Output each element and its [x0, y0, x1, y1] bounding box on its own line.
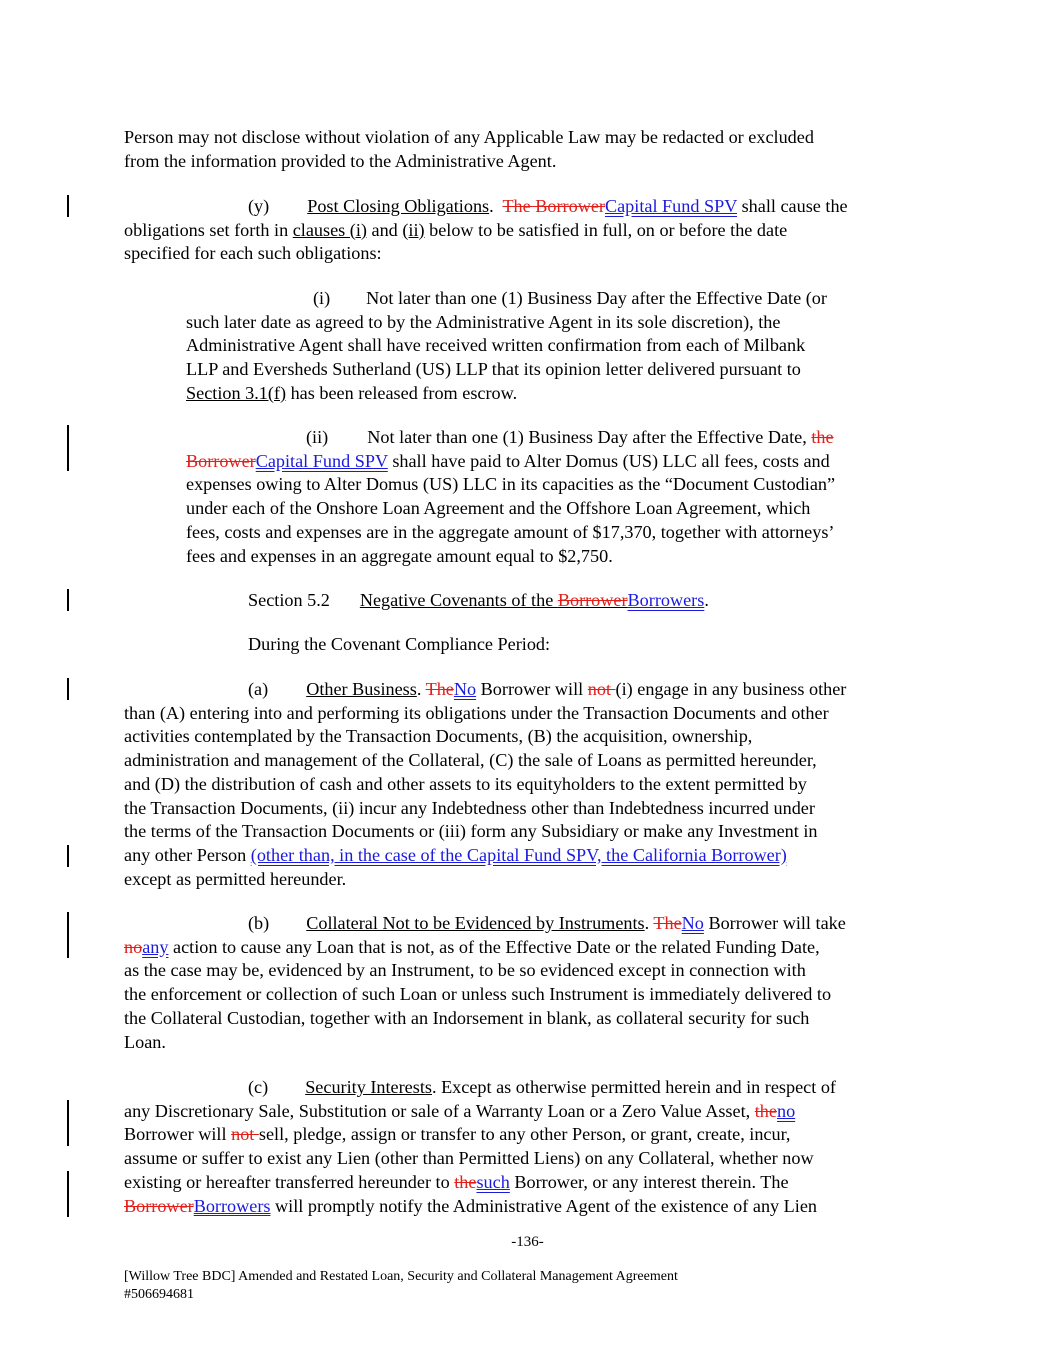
paragraph-b: (b) Collateral Not to be Evidenced by Instruments. TheNo Borrower will take noany action to cause any Loan that is not, as of the Effective Date or the related Funding Date, as the case may be, evidenced by an Instrument, to be so evidenced except in connection with the enforcement or collection of such Loan or unless such Instrument is immediately delivered to the Collateral Custodian, together with an Indorsement in blank, as collateral security for such Loan. [124, 913, 846, 1052]
section-title: Negative Covenants of the Borrower [359, 590, 628, 610]
clause-number: (i) [313, 288, 331, 308]
deleted-text: not [231, 1124, 259, 1145]
inserted-text: such [476, 1171, 510, 1192]
section-intro: During the Covenant Compliance Period: [248, 634, 551, 654]
change-bar [67, 425, 69, 471]
change-bar [67, 1100, 69, 1146]
paragraph-y-ii: (ii) Not later than one (1) Business Day after the Effective Date, the BorrowerCapital Fund SPV shall have paid to Alter Domus (US) LLC all fees, costs and expenses owing to Alter Domus (US) LLC in its capacities as the “Document Custodian” under each of the Onshore Loan Agreement and the Offshore Loan Agreement, which fees, costs and expenses are in the aggregate amount of $17,370, together with attorneys’ fees and expenses in an aggregate amount equal to $2,750. [186, 427, 836, 566]
page-number: -136- [511, 1234, 544, 1250]
clause-heading: Post Closing Obligations [307, 196, 490, 216]
clause-number: (b) [248, 913, 270, 933]
deleted-text: the [811, 427, 834, 447]
clause-number: (c) [248, 1077, 269, 1097]
cross-reference: (ii) [402, 219, 425, 240]
clause-heading: Security Interests [305, 1077, 432, 1097]
clause-heading: Collateral Not to be Evidenced by Instruments [306, 913, 645, 933]
inserted-text: Borrowers [627, 590, 705, 610]
inserted-text: No [681, 913, 704, 933]
inserted-text: No [453, 679, 477, 699]
clause-number: (y) [248, 196, 270, 216]
deleted-text: The [653, 913, 682, 933]
clause-number: (ii) [306, 427, 329, 447]
paragraph-y: (y) Post Closing Obligations. The BorrowerCapital Fund SPV shall cause the obligations set forth in clauses (i) and (ii) below to be satisfied in full, on or before the date specified for each such obligations: [124, 196, 848, 264]
section-number: Section 5.2 [248, 590, 330, 610]
deleted-text: the [454, 1171, 477, 1192]
cross-reference: Section 3.1(f) [186, 382, 287, 403]
inserted-text: no [776, 1100, 796, 1121]
footer-docnum: #506694681 [124, 1287, 194, 1302]
clause-heading: Other Business [306, 679, 417, 699]
paragraph-y-i: (i) Not later than one (1) Business Day after the Effective Date (or such later date as agreed to by the Administrative Agent in its sole discretion), the Administrative Agent shall have received written confirmation from each of Milbank LLP and Eversheds Sutherland (US) LLP that its opinion letter delivered pursuant to Section 3.1(f) has been released from escrow. [186, 288, 827, 403]
deleted-text: Borrower [124, 1195, 194, 1216]
deleted-text: Borrower [186, 450, 256, 471]
change-bar [67, 1171, 69, 1217]
inserted-text: Borrowers [193, 1195, 271, 1216]
inserted-text: Capital Fund SPV [255, 450, 388, 471]
change-bar [67, 195, 69, 217]
deleted-text: The Borrower [502, 196, 605, 216]
paragraph-c: (c) Security Interests. Except as otherwise permitted herein and in respect of any Discretionary Sale, Substitution or sale of a Warranty Loan or a Zero Value Asset, theno Borrower will not sell, pledge, assign or transfer to any other Person, or grant, create, incur, assume or suffer to exist any Lien (other than Permitted Liens) on any Collateral, whether now existing or hereafter transferred hereunder to thesuch Borrower, or any interest therein. The BorrowerBorrowers will promptly notify the Administrative Agent of the existence of any Lien [124, 1077, 836, 1216]
change-bar [67, 589, 69, 611]
change-bar [67, 912, 69, 958]
clause-number: (a) [248, 679, 269, 699]
paragraph-a: (a) Other Business. TheNo Borrower will not (i) engage in any business other than (A) entering into and performing its obligations under the Transaction Documents and other activities contemplated by the Transaction Documents, (B) the acquisition, ownership, administration and management of the Collateral, (C) the sale of Loans as permitted hereunder, and (D) the distribution of cash and other assets to its equityholders to the extent permitted by the Transaction Documents, (ii) incur any Indebtedness other than Indebtedness incurred under the terms of the Transaction Documents or (iii) form any Subsidiary or make any Investment in any other Person (other than, in the case of the Capital Fund SPV, the California Borrower) except as permitted hereunder. [124, 679, 847, 889]
deleted-text: the [754, 1100, 777, 1121]
inserted-text: (other than, in the case of the Capital Fund SPV, the California Borrower) [250, 844, 787, 865]
change-bar [67, 678, 69, 700]
paragraph-continuation: Person may not disclose without violation of any Applicable Law may be redacted or excluded from the information provided to the Administrative Agent. [124, 127, 814, 171]
inserted-text: any [142, 936, 169, 957]
deleted-text: no [124, 936, 143, 957]
deleted-text: The [425, 679, 454, 699]
inserted-text: Capital Fund SPV [604, 196, 738, 216]
change-bar [67, 845, 69, 867]
section-heading: Section 5.2 Negative Covenants of the BorrowerBorrowers. [248, 590, 709, 610]
deleted-text: not [587, 679, 616, 699]
deleted-text: Borrower [557, 590, 628, 610]
cross-reference: clauses (i) [292, 219, 367, 240]
footer-title: [Willow Tree BDC] Amended and Restated Loan, Security and Collateral Management Agreement [124, 1269, 678, 1284]
